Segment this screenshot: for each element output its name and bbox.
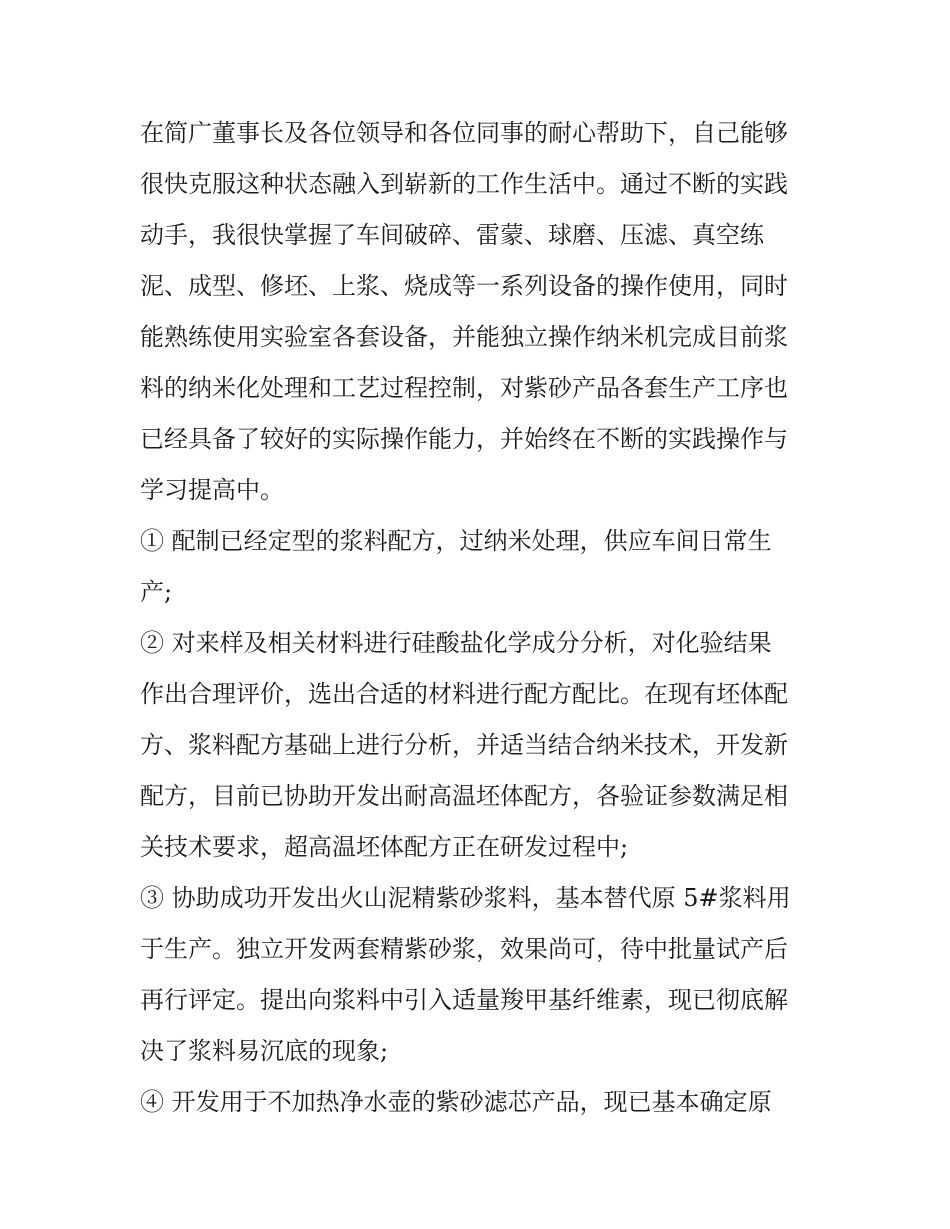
text-line: 动手，我很快掌握了车间破碎、雷蒙、球磨、压滤、真空练	[140, 221, 764, 249]
list-item-1-line: 产;	[140, 578, 173, 606]
text-line: 学习提高中。	[140, 476, 284, 504]
list-item-3-line: ③ 协助成功开发出火山泥精紫砂浆料，基本替代原 5#浆料用	[140, 884, 791, 912]
list-item-3-line: 于生产。独立开发两套精紫砂浆，效果尚可，待中批量试产后	[140, 935, 788, 963]
list-item-1-line: ① 配制已经定型的浆料配方，过纳米处理，供应车间日常生	[140, 527, 772, 555]
list-item-2-line: 关技术要求，超高温坯体配方正在研发过程中;	[140, 833, 629, 861]
list-item-4-line: ④ 开发用于不加热净水壶的紫砂滤芯产品，现已基本确定原	[140, 1088, 772, 1116]
text-line: 已经具备了较好的实际操作能力，并始终在不断的实践操作与	[140, 425, 788, 453]
text-line: 在简广董事长及各位领导和各位同事的耐心帮助下，自己能够	[140, 119, 788, 147]
text-line: 泥、成型、修坯、上浆、烧成等一系列设备的操作使用，同时	[140, 272, 788, 300]
list-item-2-line: 配方，目前已协助开发出耐高温坯体配方，各验证参数满足相	[140, 782, 788, 810]
body-text	[140, 108, 830, 1128]
list-item-2-line: ② 对来样及相关材料进行硅酸盐化学成分分析，对化验结果	[140, 629, 772, 657]
list-item-2-line: 作出合理评价，选出合适的材料进行配方配比。在现有坯体配	[140, 680, 788, 708]
text-line: 料的纳米化处理和工艺过程控制，对紫砂产品各套生产工序也	[140, 374, 788, 402]
text-line: 能熟练使用实验室各套设备，并能独立操作纳米机完成目前浆	[140, 323, 788, 351]
list-item-2-line: 方、浆料配方基础上进行分析，并适当结合纳米技术，开发新	[140, 731, 788, 759]
list-item-3-line: 决了浆料易沉底的现象;	[140, 1037, 389, 1065]
list-item-3-line: 再行评定。提出向浆料中引入适量羧甲基纤维素，现已彻底解	[140, 986, 788, 1014]
text-line: 很快克服这种状态融入到崭新的工作生活中。通过不断的实践	[140, 170, 788, 198]
